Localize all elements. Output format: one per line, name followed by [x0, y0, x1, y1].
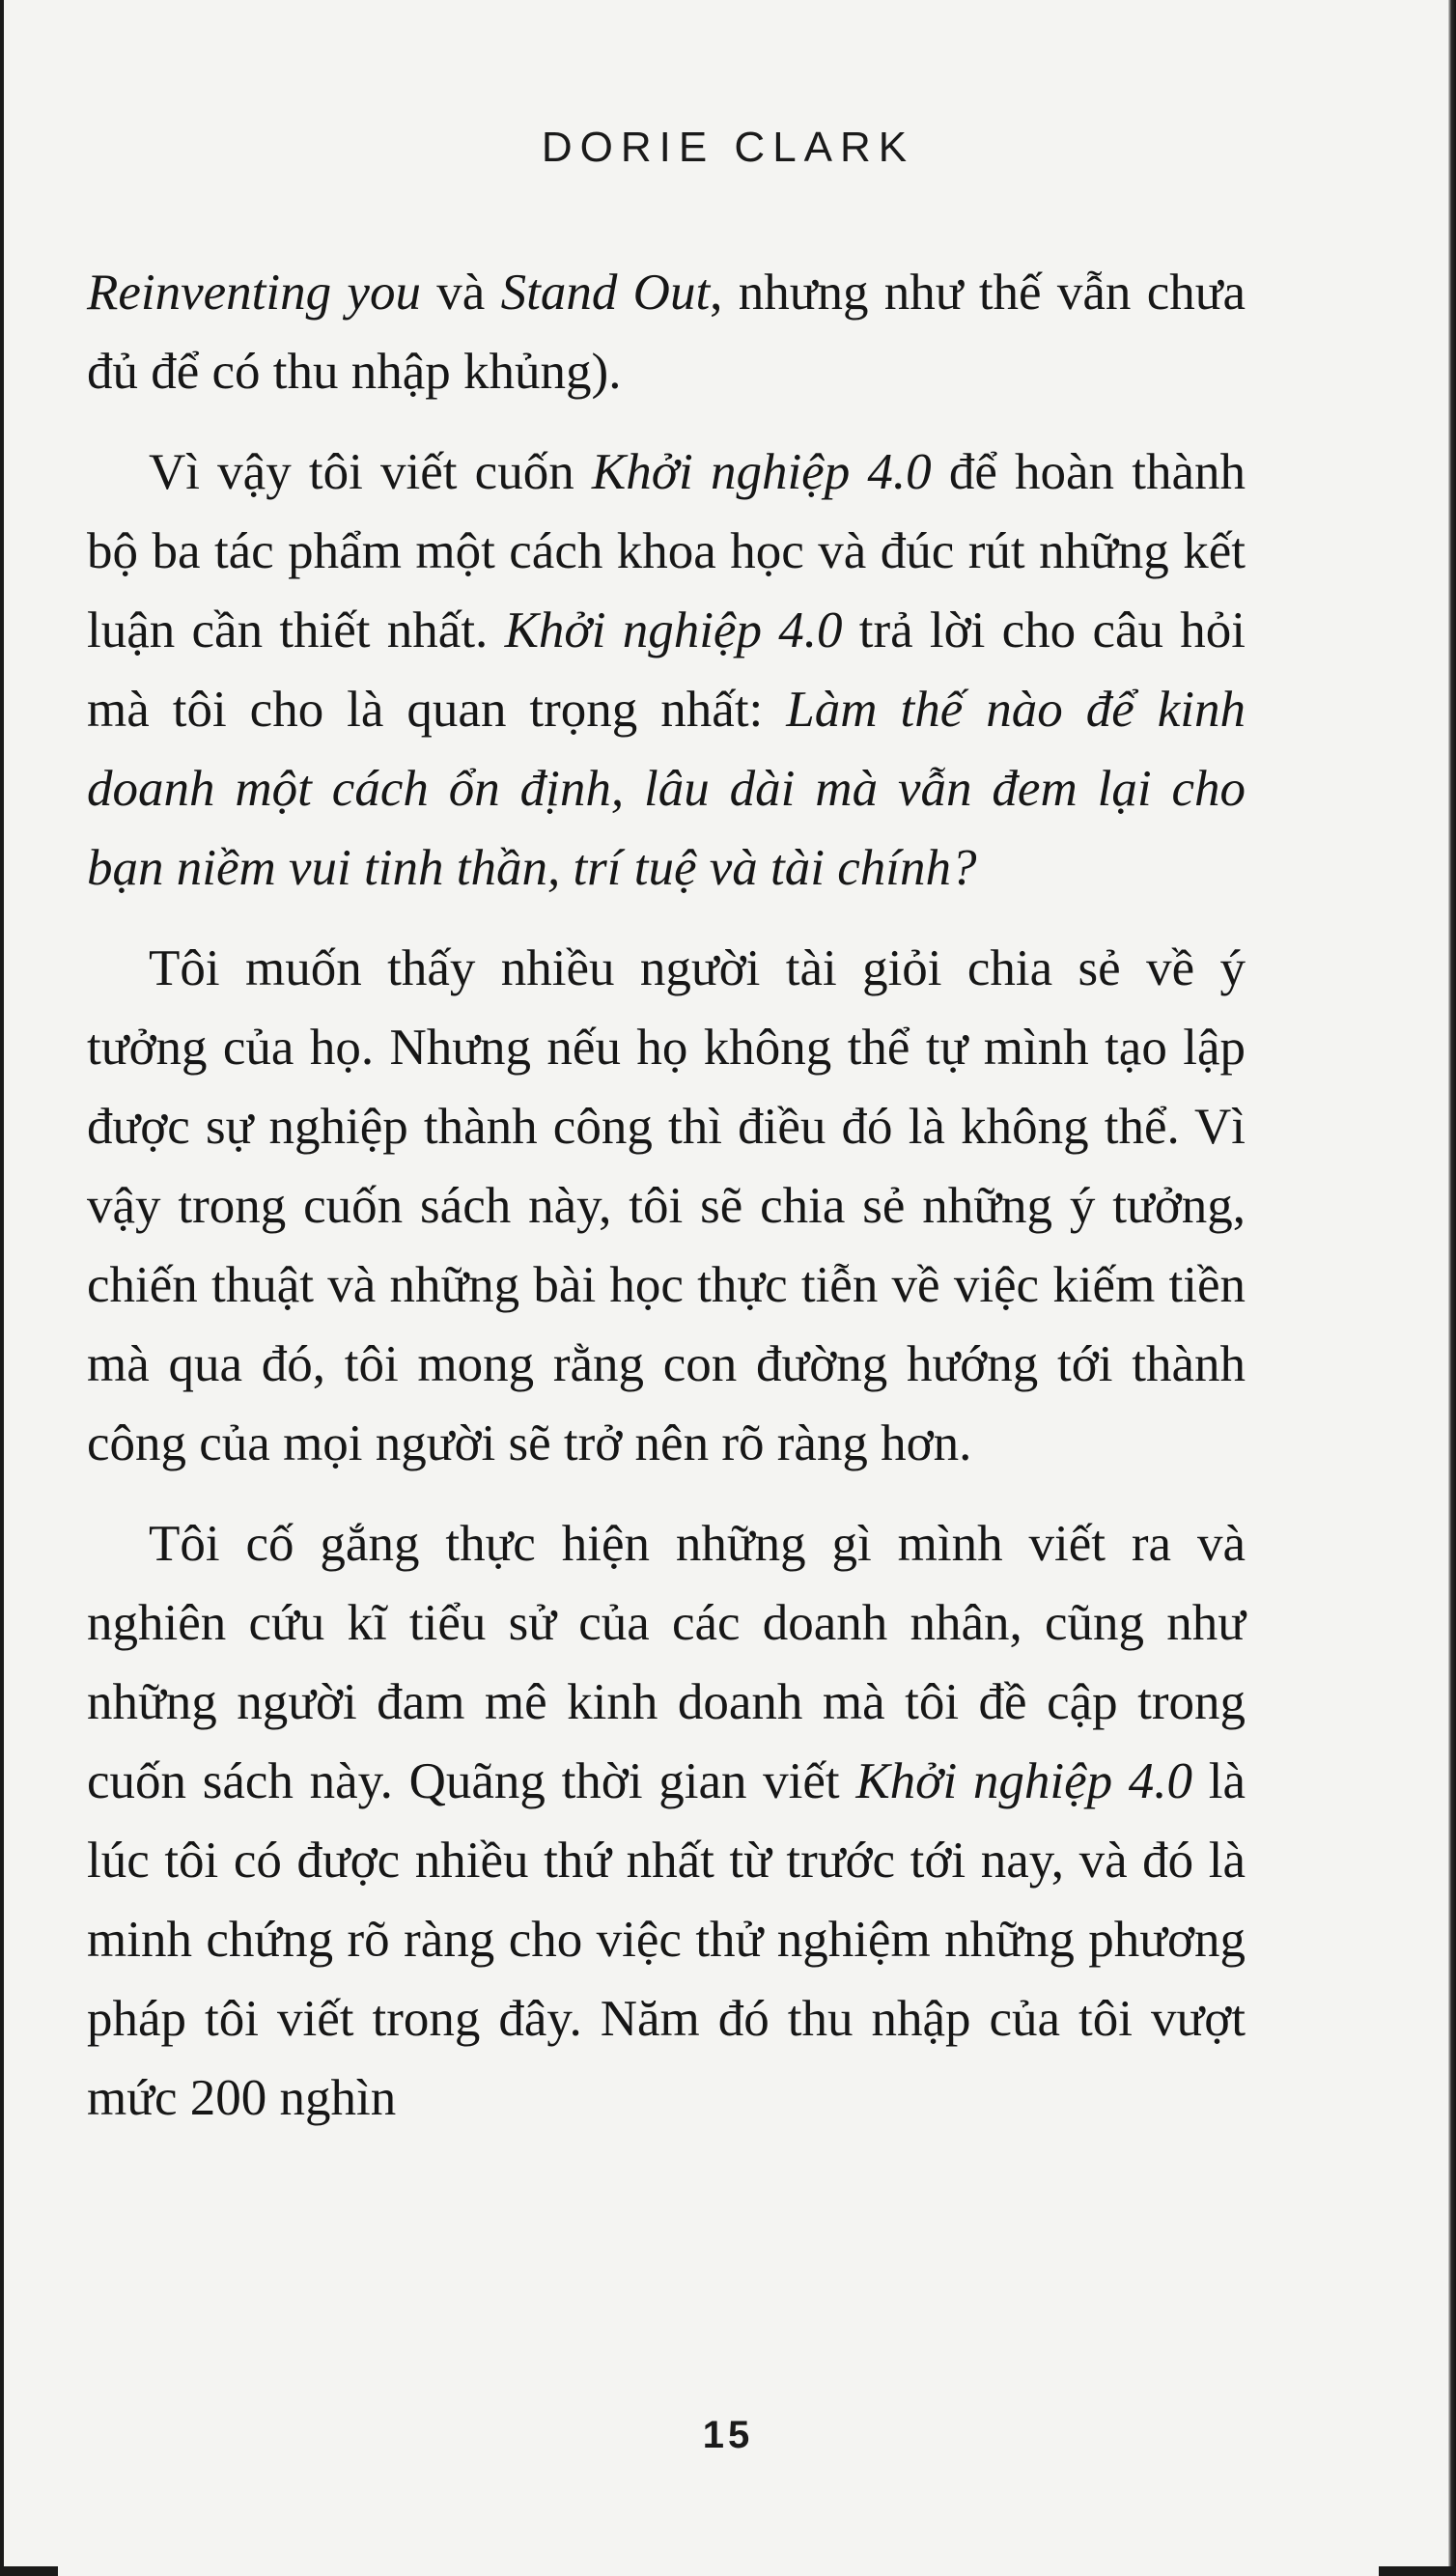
- page-edge-right: [1448, 0, 1456, 2576]
- paragraph: [87, 1504, 1246, 2138]
- text-run: Tôi muốn thấy nhiều người tài giỏi chia sẻ về ý tưởng của họ. Nhưng nếu họ không thể tự mình tạo lập được sự nghiệp thành công thì điều đó là không thể. Vì vậy trong cuốn sách này, tôi sẽ chia sẻ những ý tưởng, chiến thuật và những bài học thực tiễn về việc kiếm tiền mà qua đó, tôi mong rằng con đường hướng tới thành công của mọi người sẽ trở nên rõ ràng hơn.: [87, 940, 1246, 1471]
- text-run: Vì vậy tôi viết cuốn: [149, 444, 592, 500]
- text-run: trả lời cho câu hỏi mà tôi cho là quan trọng nhất:: [87, 602, 1246, 738]
- italic-text: Khởi nghiệp 4.0: [855, 1753, 1193, 1809]
- italic-text: Làm thế nào để kinh doanh một cách ổn định, lâu dài mà vẫn đem lại cho bạn niềm vui tinh thần, trí tuệ và tài chính?: [87, 682, 1246, 896]
- page-edge-left: [0, 0, 4, 2576]
- page-corner-bottom-left: [0, 2566, 58, 2576]
- page-corner-bottom-right: [1379, 2566, 1456, 2576]
- running-head: DORIE CLARK: [541, 124, 915, 171]
- italic-text: Reinventing you: [87, 265, 421, 321]
- paragraph: [87, 253, 1246, 411]
- body-text: [87, 253, 1246, 2138]
- page-number: 15: [702, 2414, 754, 2456]
- paragraph: [87, 433, 1246, 908]
- italic-text: Khởi nghiệp 4.0: [591, 444, 932, 500]
- text-run: để hoàn thành bộ ba tác phẩm một cách khoa học và đúc rút những kết luận cần thiết nhất.: [87, 444, 1246, 658]
- italic-text: Stand Out: [500, 265, 711, 321]
- text-run: Tôi cố gắng thực hiện những gì mình viết ra và nghiên cứu kĩ tiểu sử của các doanh nhân, cũng như những người đam mê kinh doanh mà tôi đề cập trong cuốn sách này. Quãng thời gian viết: [87, 1516, 1246, 1809]
- paragraph: [87, 929, 1246, 1483]
- text-run: là lúc tôi có được nhiều thứ nhất từ trước tới nay, và đó là minh chứng rõ ràng cho việc thử nghiệm những phương pháp tôi viết trong đây. Năm đó thu nhập của tôi vượt mức 200 nghìn: [87, 1753, 1246, 2126]
- text-run: , nhưng như thế vẫn chưa đủ để có thu nhập khủng).: [87, 265, 1246, 400]
- text-run: và: [420, 265, 501, 321]
- italic-text: Khởi nghiệp 4.0: [504, 602, 843, 658]
